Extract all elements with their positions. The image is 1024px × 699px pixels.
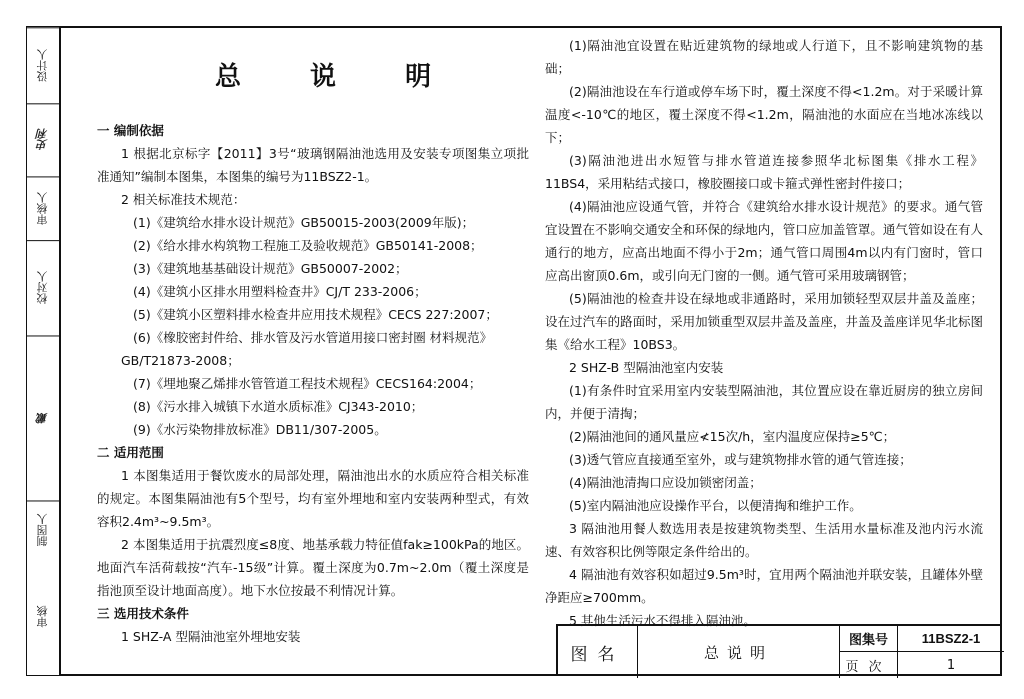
paragraph: 4 隔油池有效容积如超过9.5m³时，宜用两个隔油池并联安装，且罐体外壁净距应≥700mm。 <box>545 567 983 605</box>
right-column <box>545 34 983 632</box>
list-item: (1)有条件时宜采用室内安装型隔油池，其位置应设在靠近厨房的独立房间内，并便于清掏； <box>545 383 983 421</box>
list-item: (2)《给水排水构筑物工程施工及验收规范》GB50141-2008； <box>133 238 483 253</box>
list-item: (2)隔油池间的通风量应≮15次/h，室内温度应保持≥5℃； <box>569 429 896 444</box>
list-item: (7)《埋地聚乙烯排水管管道工程技术规程》CECS164:2004； <box>133 376 482 391</box>
signature: 史利 <box>36 128 49 151</box>
list-item: (1)《建筑给水排水设计规范》GB50015-2003(2009年版)； <box>133 215 475 230</box>
list-item: (6)《橡胶密封件给、排水管及污水管道用接口密封圈 材料规范》GB/T21873-2008； <box>121 330 493 368</box>
list-item: (4)《建筑小区排水用塑料检查井》CJ/T 233-2006； <box>133 284 427 299</box>
paragraph: 2 相关标准技术规范： <box>121 192 246 207</box>
sidebar-cell-proofreader <box>27 240 59 335</box>
title-block <box>556 624 1002 676</box>
list-item: (8)《污水排入城镇下水道水质标准》CJ343-2010； <box>133 399 424 414</box>
sidebar-label: 校对人 <box>36 271 49 305</box>
paragraph: 5 其他生活污水不得排入隔油池。 <box>569 613 756 628</box>
sidebar-label: 设计人 <box>36 49 49 83</box>
sidebar-label: 审核 <box>36 605 49 628</box>
page-number-label: 页次 <box>840 652 898 678</box>
signature-strip <box>26 26 59 676</box>
list-item: (1)隔油池宜设置在贴近建筑物的绿地或人行道下，且不影响建筑物的基础； <box>545 38 983 76</box>
sidebar-cell-drafter <box>27 500 59 558</box>
list-item: (4)隔油池应设通气管，并符合《建筑给水排水设计规范》的要求。通气管宜设置在不影响交通安全和环保的绿地内，管口应加盖管罩。通气管如设在有人通行的地方，应高出地面不得小于2m；通气管口周围4m以内有门窗时，管口应高出窗顶0.6m，或引向无门窗的一侧。通气管可采用玻璃钢管； <box>545 199 983 283</box>
list-item: (5)隔油池的检查井设在绿地或非通路时，采用加锁轻型双层井盖及盖座；设在过汽车的路面时，采用加锁重型双层井盖及盖座，井盖及盖座详见华北标图集《给水工程》10BS3。 <box>545 291 983 352</box>
section-heading: 二 适用范围 <box>97 445 164 460</box>
page-number: 1 <box>946 657 956 673</box>
atlas-number: 11BSZ2-1 <box>898 626 1004 652</box>
sidebar-cell-designer <box>27 27 59 103</box>
paragraph: 1 本图集适用于餐饮废水的局部处理，隔油池出水的水质应符合相关标准的规定。本图集隔油池有5个型号，均有室外埋地和室内安装两种型式，有效容积2.4m³~9.5m³。 <box>97 468 529 529</box>
paragraph: 1 根据北京标字【2011】3号“玻璃钢隔油池选用及安装专项图集立项批准通知”编制本图集，本图集的编号为11BSZ2-1。 <box>97 146 529 184</box>
page-title: 总 说 明 <box>215 62 462 92</box>
list-item: (2)隔油池设在车行道或停车场下时，覆土深度不得<1.2m。对于采暖计算温度<-10℃的地区，覆土深度不得<1.2m，隔油池的水面应在当地冰冻线以下； <box>545 84 983 145</box>
drawing-name-label: 图名 <box>558 626 638 678</box>
drawing-name: 总说明 <box>638 626 840 678</box>
list-item: (3)隔油池进出水短管与排水管道连接参照华北标图集《排水工程》11BS4，采用粘结式接口，橡胶圈接口或卡箍式弹性密封件接口； <box>545 153 983 191</box>
section-heading: 三 选用技术条件 <box>97 606 189 621</box>
section-heading: 一 编制依据 <box>97 123 164 138</box>
list-item: (5)室内隔油池应设操作平台，以便清掏和维护工作。 <box>569 498 862 513</box>
sidebar-cell-approver <box>27 558 59 675</box>
sidebar-signature-2 <box>27 335 59 499</box>
atlas-number-label: 图集号 <box>840 626 898 652</box>
paragraph: 3 隔油池用餐人数选用表是按建筑物类型、生活用水量标准及池内污水流速、有效容积比例等限定条件给出的。 <box>545 521 983 559</box>
list-item: (3)《建筑地基基础设计规范》GB50007-2002； <box>133 261 408 276</box>
list-item: (9)《水污染物排放标准》DB11/307-2005。 <box>133 422 387 437</box>
left-column <box>97 119 529 648</box>
sidebar-signature-1 <box>27 103 59 175</box>
list-item: (5)《建筑小区塑料排水检查井应用技术规程》CECS 227:2007； <box>133 307 498 322</box>
list-item: (3)透气管应直接通至室外，或与建筑物排水管的通气管连接； <box>569 452 912 467</box>
sidebar-cell-reviewer <box>27 176 59 240</box>
sidebar-label: 审核人 <box>36 191 49 225</box>
list-item: (4)隔油池清掏口应设加锁密闭盖； <box>569 475 762 490</box>
sidebar-label: 制图人 <box>36 512 49 546</box>
signature: 戴 <box>36 412 49 424</box>
paragraph: 1 SHZ-A 型隔油池室外埋地安装 <box>121 629 301 644</box>
subsection-heading: 2 SHZ-B 型隔油池室内安装 <box>569 360 724 375</box>
paragraph: 2 本图集适用于抗震烈度≤8度、地基承载力特征值fak≥100kPa的地区。地面汽车活荷载按“汽车-15级”计算。覆土深度为0.7m~2.0m（覆土深度是指池顶至设计地面高度）。地下水位按最不利情况计算。 <box>97 537 529 598</box>
